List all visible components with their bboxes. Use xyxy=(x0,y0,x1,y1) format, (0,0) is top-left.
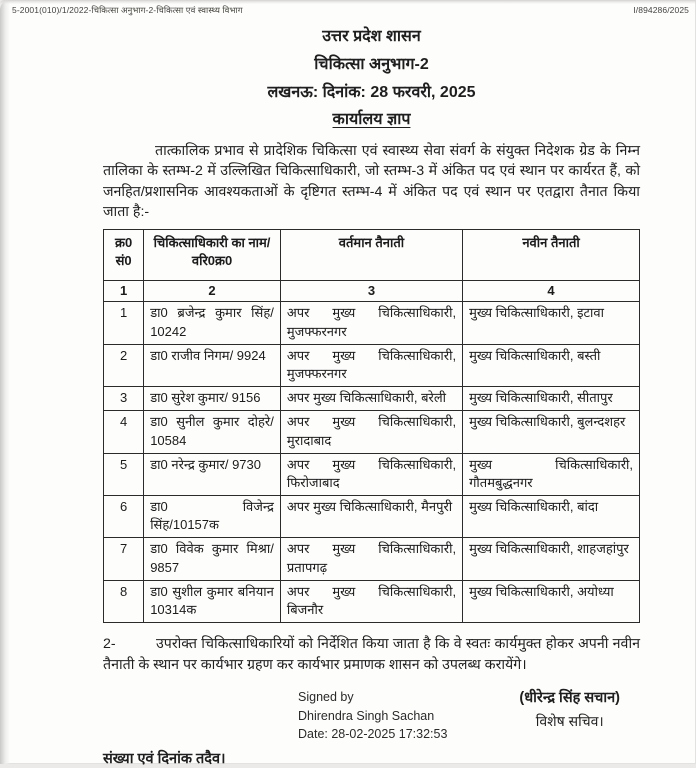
col-header-serial: क्र0 सं0 xyxy=(104,229,144,280)
signature-date: Date: 28-02-2025 17:32:53 xyxy=(298,726,448,741)
cell-new-posting: मुख्य चिकित्साधिकारी, इटावा xyxy=(463,302,640,344)
col-header-new-posting: नवीन तैनाती xyxy=(463,229,640,280)
col-number: 4 xyxy=(463,281,640,302)
cell-officer-name: डा0 विजेन्द्र सिंह/10157क xyxy=(144,496,281,538)
cell-new-posting: मुख्य चिकित्साधिकारी, सीतापुर xyxy=(463,387,640,411)
file-reference-number: 5-2001(010)/1/2022-चिकित्सा अनुभाग-2-चिकित्सा एवं स्वास्थ्य विभाग xyxy=(12,5,243,15)
table-row xyxy=(104,302,640,344)
cell-new-posting: मुख्य चिकित्साधिकारी, बुलन्दशहर xyxy=(463,411,640,453)
cell-officer-name: डा0 सुशील कुमार बनियान 10314क xyxy=(144,580,281,622)
cell-serial: 2 xyxy=(104,344,144,386)
cell-officer-name: डा0 ब्रजेन्द्र कुमार सिंह/ 10242 xyxy=(144,302,281,344)
cell-current-posting: अपर मुख्य चिकित्साधिकारी, फिरोजाबाद xyxy=(280,453,462,495)
cell-serial: 8 xyxy=(104,580,144,622)
cell-current-posting: अपर मुख्य चिकित्साधिकारी, मुरादाबाद xyxy=(280,411,462,453)
reference-line xyxy=(12,5,689,16)
paragraph-number: 2- xyxy=(103,636,116,653)
table-row xyxy=(104,453,640,495)
table-row xyxy=(104,580,640,622)
cell-current-posting: अपर मुख्य चिकित्साधिकारी, बिजनौर xyxy=(280,580,462,622)
cell-serial: 3 xyxy=(104,387,144,411)
instruction-paragraph xyxy=(103,634,640,675)
table-row xyxy=(104,344,640,386)
signature-row xyxy=(103,688,640,742)
cell-serial: 4 xyxy=(104,411,144,453)
cell-serial: 6 xyxy=(104,496,144,538)
cell-officer-name: डा0 नरेन्द्र कुमार/ 9730 xyxy=(144,453,281,495)
cell-current-posting: अपर मुख्य चिकित्साधिकारी, मुजफ्फरनगर xyxy=(280,344,462,386)
signatory-name-hindi: (धीरेन्द्र सिंह सचान) xyxy=(519,690,620,707)
col-header-current-posting: वर्तमान तैनाती xyxy=(280,229,462,280)
cell-current-posting: अपर मुख्य चिकित्साधिकारी, मुजफ्फरनगर xyxy=(280,302,462,344)
cell-serial: 7 xyxy=(104,538,144,580)
cell-new-posting: मुख्य चिकित्साधिकारी, बांदा xyxy=(463,496,640,538)
table-row xyxy=(104,496,640,538)
col-number: 1 xyxy=(104,281,144,302)
cell-current-posting: अपर मुख्य चिकित्साधिकारी, प्रतापगढ़ xyxy=(280,538,462,580)
cell-new-posting: मुख्य चिकित्साधिकारी, बस्ती xyxy=(463,344,640,386)
cell-current-posting: अपर मुख्य चिकित्साधिकारी, बरेली xyxy=(280,387,462,411)
table-header-row xyxy=(104,229,640,280)
column-number-row xyxy=(104,281,640,302)
document-content xyxy=(103,27,640,743)
cell-new-posting: मुख्य चिकित्साधिकारी, अयोध्या xyxy=(463,580,640,622)
officer-signature-block xyxy=(519,688,620,730)
signatory-designation: विशेष सचिव। xyxy=(535,712,604,729)
col-number: 3 xyxy=(280,281,462,302)
cell-officer-name: डा0 विवेक कुमार मिश्रा/ 9857 xyxy=(144,538,281,580)
table-row xyxy=(104,538,640,580)
order-paragraph: तात्कालिक प्रभाव से प्रादेशिक चिकित्सा एवं स्वास्थ्य सेवा संवर्ग के संयुक्त निदेशक ग्रेड के निम्न तालिका के स्तम्भ-2 में उल्लिखित चिकित्साधिकारी, जो स्तम्भ-3 में अंकित पद एवं स्थान पर कार्यरत हैं, को जनहित/प्रशासनिक आवश्यकताओं के दृष्टिगत स्तम्भ-4 में अंकित पद एवं स्थान पर एतद्वारा तैनात किया जाता है:- xyxy=(103,143,640,220)
dispatch-number: I/894286/2025 xyxy=(633,5,689,15)
col-number: 2 xyxy=(144,281,281,302)
page-left-edge xyxy=(0,0,10,764)
page-top-edge xyxy=(0,0,696,4)
department-section-title: चिकित्सा अनुभाग-2 xyxy=(314,55,429,73)
number-date-note: संख्या एवं दिनांक तदैव। xyxy=(103,751,226,767)
cell-current-posting: अपर मुख्य चिकित्साधिकारी, मैनपुरी xyxy=(280,496,462,538)
cell-serial: 1 xyxy=(104,302,144,344)
place-date-line: लखनऊ: दिनांक: 28 फरवरी, 2025 xyxy=(267,83,476,101)
government-title: उत्तर प्रदेश शासन xyxy=(322,28,421,45)
cell-officer-name: डा0 सुरेश कुमार/ 9156 xyxy=(144,387,281,411)
table-row xyxy=(104,411,640,453)
instruction-text: उपरोक्त चिकित्साधिकारियों को निर्देशित किया जाता है कि वे स्वतः कार्यमुक्त होकर अपनी नवीन तैनाती के स्थान पर कार्यभार ग्रहण कर कार्यभार प्रमाणक शासन को उपलब्ध करायेंगे। xyxy=(103,636,640,673)
col-header-officer-name: चिकित्साधिकारी का नाम/ वरि0क्र0 xyxy=(144,229,281,280)
cell-officer-name: डा0 सुनील कुमार दोहरे/ 10584 xyxy=(144,411,281,453)
cell-new-posting: मुख्य चिकित्साधिकारी, शाहजहांपुर xyxy=(463,538,640,580)
signed-by-label: Signed by xyxy=(298,690,354,705)
table-row xyxy=(104,387,640,411)
transfer-table xyxy=(103,229,640,623)
cell-new-posting: मुख्य चिकित्साधिकारी, गौतमबुद्धनगर xyxy=(463,453,640,495)
digital-signature-block xyxy=(298,688,447,742)
signer-name: Dhirendra Singh Sachan xyxy=(298,708,435,723)
memo-heading: कार्यालय ज्ञाप xyxy=(332,111,411,129)
cell-officer-name: डा0 राजीव निगम/ 9924 xyxy=(144,344,281,386)
cell-serial: 5 xyxy=(104,453,144,495)
